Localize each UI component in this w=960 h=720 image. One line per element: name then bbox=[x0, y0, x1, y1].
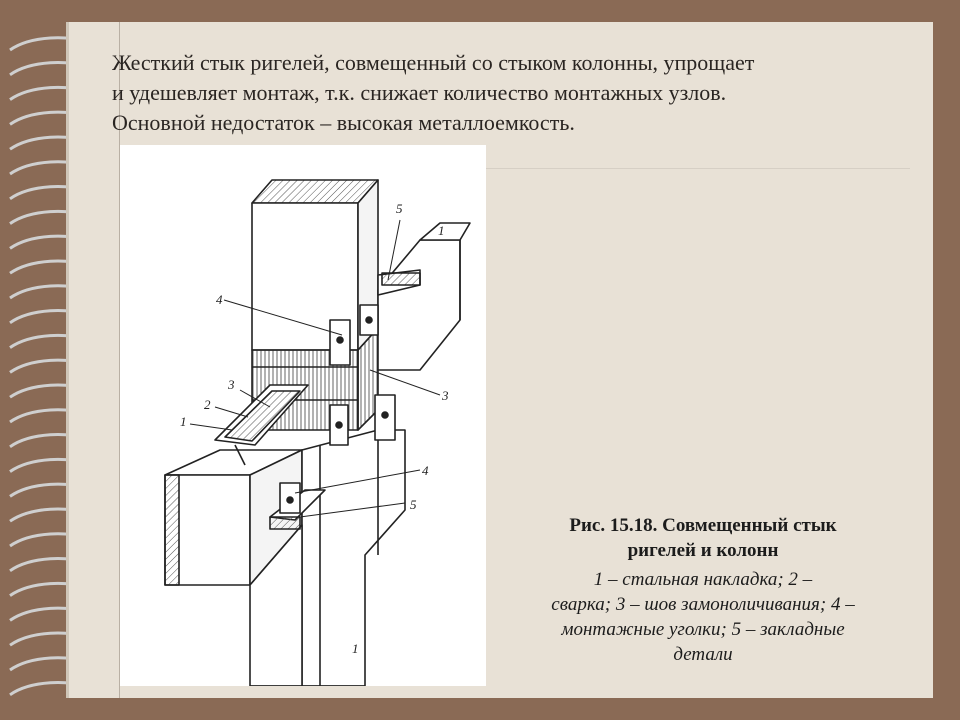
callout-3-left: 3 bbox=[228, 377, 235, 392]
callout-2: 2 bbox=[204, 397, 211, 412]
intro-text bbox=[112, 48, 912, 138]
caption-legend bbox=[503, 567, 903, 667]
callout-5-bottom: 5 bbox=[410, 497, 417, 512]
intro-line-1: Жесткий стык ригелей, совмещенный со стыком колонны, упрощает bbox=[112, 50, 755, 75]
joint-drawing bbox=[120, 145, 486, 686]
callout-1-top: 1 bbox=[438, 223, 445, 238]
caption-title bbox=[503, 513, 903, 563]
callout-3-right: 3 bbox=[442, 388, 449, 403]
intro-line-2: и удешевляет монтаж, т.к. снижает количество монтажных узлов. bbox=[112, 80, 727, 105]
caption-title-line-1: Рис. 15.18. Совмещенный стык bbox=[569, 515, 837, 536]
callout-4-top: 4 bbox=[216, 292, 223, 307]
right-beam bbox=[378, 240, 460, 370]
callout-4-bottom: 4 bbox=[422, 463, 429, 478]
figure-caption bbox=[503, 513, 903, 667]
caption-title-line-2: ригелей и колонн bbox=[627, 540, 779, 561]
callout-1-left: 1 bbox=[180, 414, 187, 429]
callout-1-bottom: 1 bbox=[352, 641, 359, 656]
caption-legend-line-2: сварка; 3 – шов замоноличивания; 4 – bbox=[551, 594, 855, 615]
intro-line-3: Основной недостаток – высокая металлоемкость. bbox=[112, 110, 575, 135]
caption-legend-line-3: монтажные уголки; 5 – закладные bbox=[561, 619, 845, 640]
caption-legend-line-4: детали bbox=[673, 644, 733, 665]
joint-drawing-svg bbox=[120, 145, 486, 686]
caption-legend-line-1: 1 – стальная накладка; 2 – bbox=[593, 569, 813, 590]
callout-5-top: 5 bbox=[396, 201, 403, 216]
upper-column-top-section bbox=[252, 180, 378, 203]
